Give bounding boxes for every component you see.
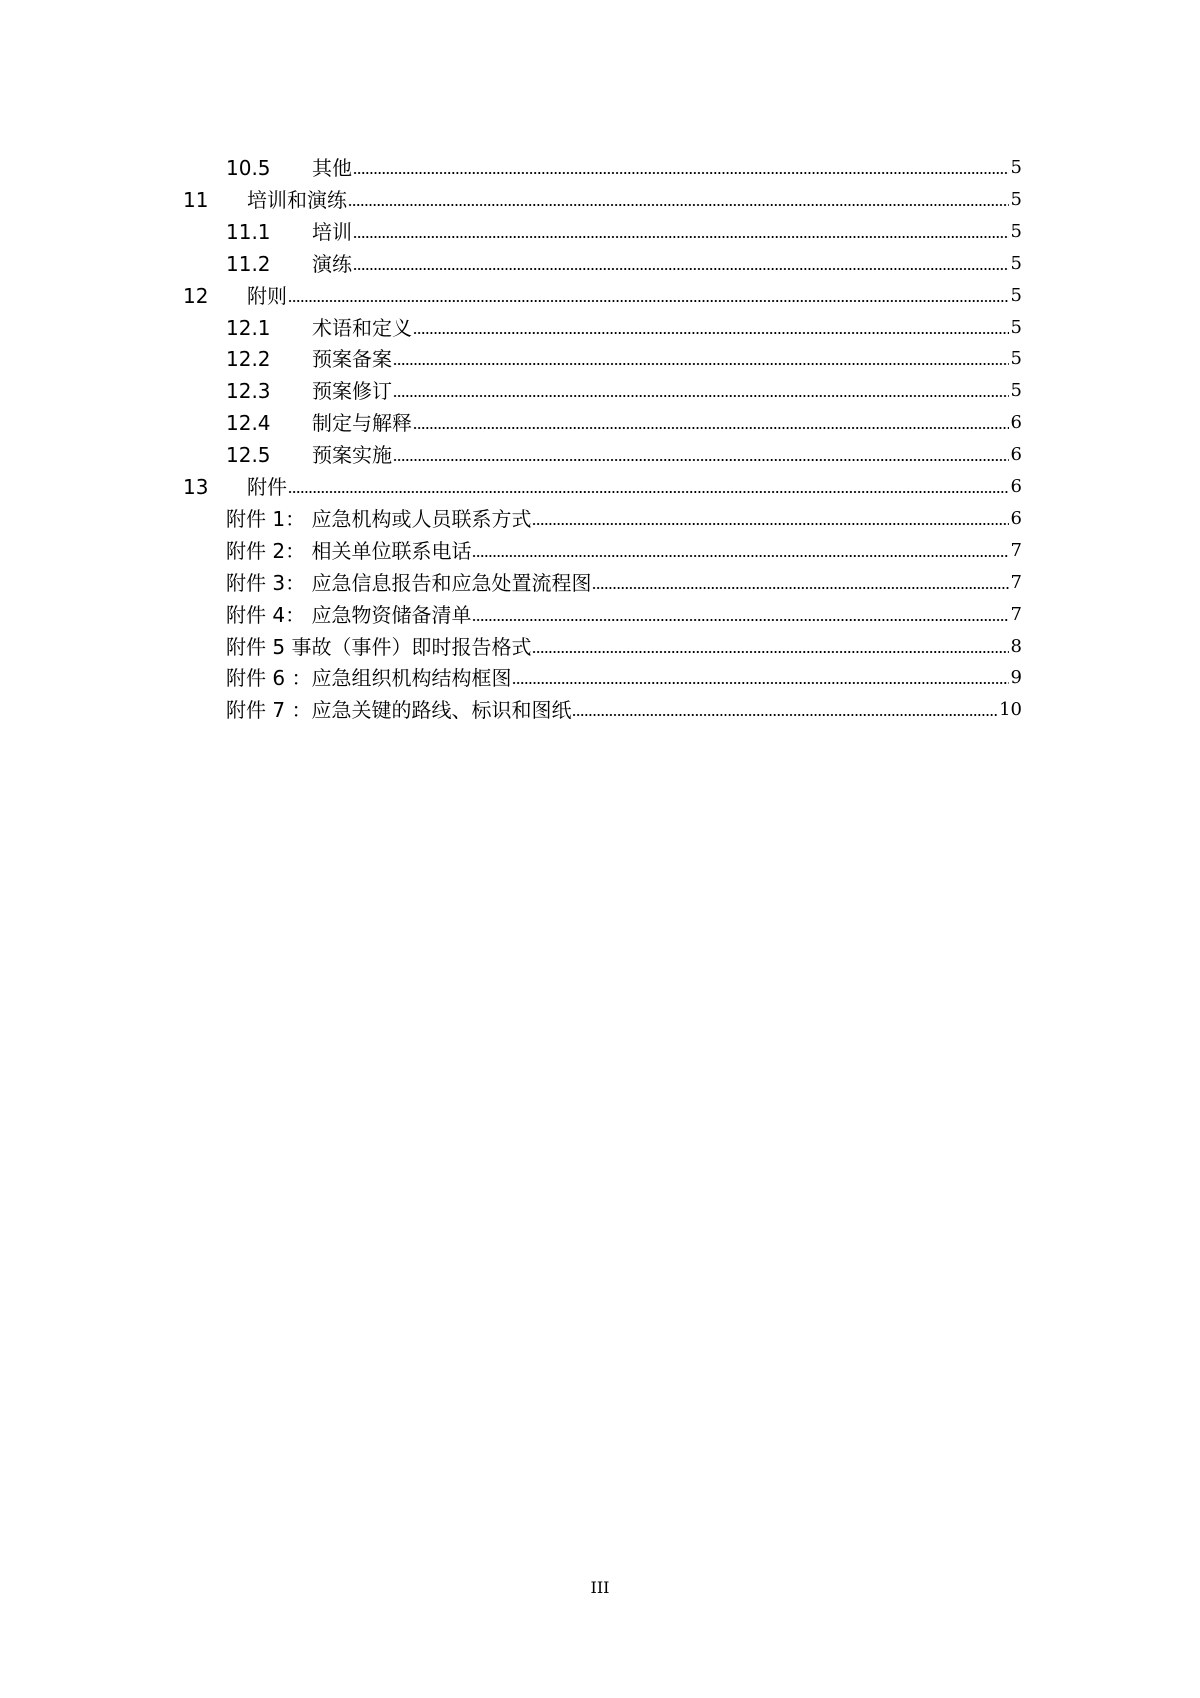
toc-entry[interactable]: [226, 597, 1022, 627]
dot-leader: [288, 491, 1009, 493]
toc-entry-page: 6: [1010, 412, 1022, 434]
dot-leader: [393, 363, 1009, 365]
toc-entry-number: 11: [183, 187, 209, 212]
toc-entry-title: 附件 1： 应急机构或人员联系方式: [226, 506, 532, 531]
toc-entry-number: 12.3: [226, 379, 271, 404]
toc-entry-number: 12.1: [226, 315, 271, 340]
dot-leader: [472, 619, 1008, 621]
dot-leader: [393, 395, 1009, 397]
toc-entry-page: 8: [1010, 635, 1022, 657]
toc-entry-page: 5: [1010, 220, 1022, 242]
toc-entry-title: 演练: [312, 251, 352, 276]
dot-leader: [353, 172, 1009, 174]
toc-entry-title: 术语和定义: [312, 315, 412, 340]
dot-leader: [413, 332, 1009, 334]
toc-entry-number: 12.4: [226, 411, 271, 436]
toc-entry[interactable]: [226, 214, 1022, 244]
toc-entry-page: 7: [1010, 571, 1022, 593]
toc-entry-number: 13: [183, 475, 209, 499]
toc-entry[interactable]: [226, 405, 1022, 435]
toc-entry-title: 附件 7 ：应急关键的路线、标识和图纸: [226, 698, 572, 723]
toc-entry[interactable]: [183, 182, 1022, 212]
toc-entry[interactable]: [226, 373, 1022, 403]
toc-entry-title: 培训: [312, 219, 352, 244]
dot-leader: [288, 300, 1009, 302]
toc-entry-title: 预案修订: [312, 379, 392, 404]
toc-entry[interactable]: [226, 246, 1022, 276]
toc-entry-page: 5: [1010, 316, 1022, 338]
toc-entry-number: 10.5: [226, 156, 271, 180]
toc-entry-page: 5: [1010, 157, 1022, 178]
toc-entry[interactable]: [183, 278, 1022, 308]
toc-entry-page: 7: [1010, 539, 1022, 561]
dot-leader: [353, 268, 1009, 270]
toc-entry-title: 其他: [312, 156, 352, 180]
dot-leader: [592, 587, 1008, 589]
toc-entry-number: 11.1: [226, 219, 271, 244]
toc-entry[interactable]: [226, 310, 1022, 340]
dot-leader: [572, 714, 997, 716]
toc-entry[interactable]: [226, 533, 1022, 563]
toc-entry[interactable]: [226, 501, 1022, 531]
toc-entry[interactable]: [226, 692, 1022, 722]
toc-entry-title: 附件 2： 相关单位联系电话: [226, 538, 472, 563]
toc-entry-page: 6: [1010, 444, 1022, 466]
toc-entry-number: 12.5: [226, 443, 271, 468]
toc-entry-number: 12.2: [226, 347, 271, 372]
toc-entry-title: 附件 4： 应急物资储备清单: [226, 602, 472, 627]
toc-entry[interactable]: [226, 565, 1022, 595]
toc-entry[interactable]: [226, 629, 1022, 659]
toc-entry[interactable]: [226, 660, 1022, 690]
dot-leader: [472, 555, 1008, 557]
toc-entry-title: 预案备案: [312, 347, 392, 372]
toc-entry-title: 附件 6 ：应急组织机构结构框图: [226, 666, 512, 691]
toc-entry-title: 附则: [247, 283, 287, 308]
toc-entry-title: 附件 5 事故（事件）即时报告格式: [226, 634, 532, 659]
toc-entry-page: 5: [1010, 380, 1022, 402]
dot-leader: [532, 523, 1008, 525]
toc-entry-page: 7: [1010, 603, 1022, 625]
toc-entry-title: 附件 3： 应急信息报告和应急处置流程图: [226, 570, 592, 595]
toc-entry[interactable]: [183, 469, 1022, 499]
toc-entry-page: 9: [1010, 667, 1022, 689]
dot-leader: [353, 236, 1009, 238]
toc-entry-page: 5: [1010, 188, 1022, 210]
dot-leader: [348, 204, 1009, 206]
toc-entry[interactable]: [226, 150, 1022, 180]
toc-entry-page: 5: [1010, 252, 1022, 274]
dot-leader: [512, 682, 1008, 684]
dot-leader: [532, 651, 1008, 653]
toc-entry-title: 预案实施: [312, 443, 392, 468]
toc-entry-page: 5: [1010, 284, 1022, 306]
toc-entry-title: 培训和演练: [247, 187, 347, 212]
toc-entry-number: 11.2: [226, 251, 271, 276]
toc-entry-title: 附件: [247, 475, 287, 499]
toc-entry-page: 6: [1010, 476, 1022, 497]
toc-entry-number: 12: [183, 283, 209, 308]
toc-entry-title: 制定与解释: [312, 411, 412, 436]
toc-entry[interactable]: [226, 341, 1022, 371]
page-footer-number: III: [590, 1578, 610, 1597]
dot-leader: [393, 459, 1009, 461]
toc-entry-page: 5: [1010, 348, 1022, 370]
dot-leader: [413, 427, 1009, 429]
toc-entry-page: 10: [999, 699, 1022, 721]
toc-entry-page: 6: [1010, 507, 1022, 529]
toc-entry[interactable]: [226, 437, 1022, 467]
